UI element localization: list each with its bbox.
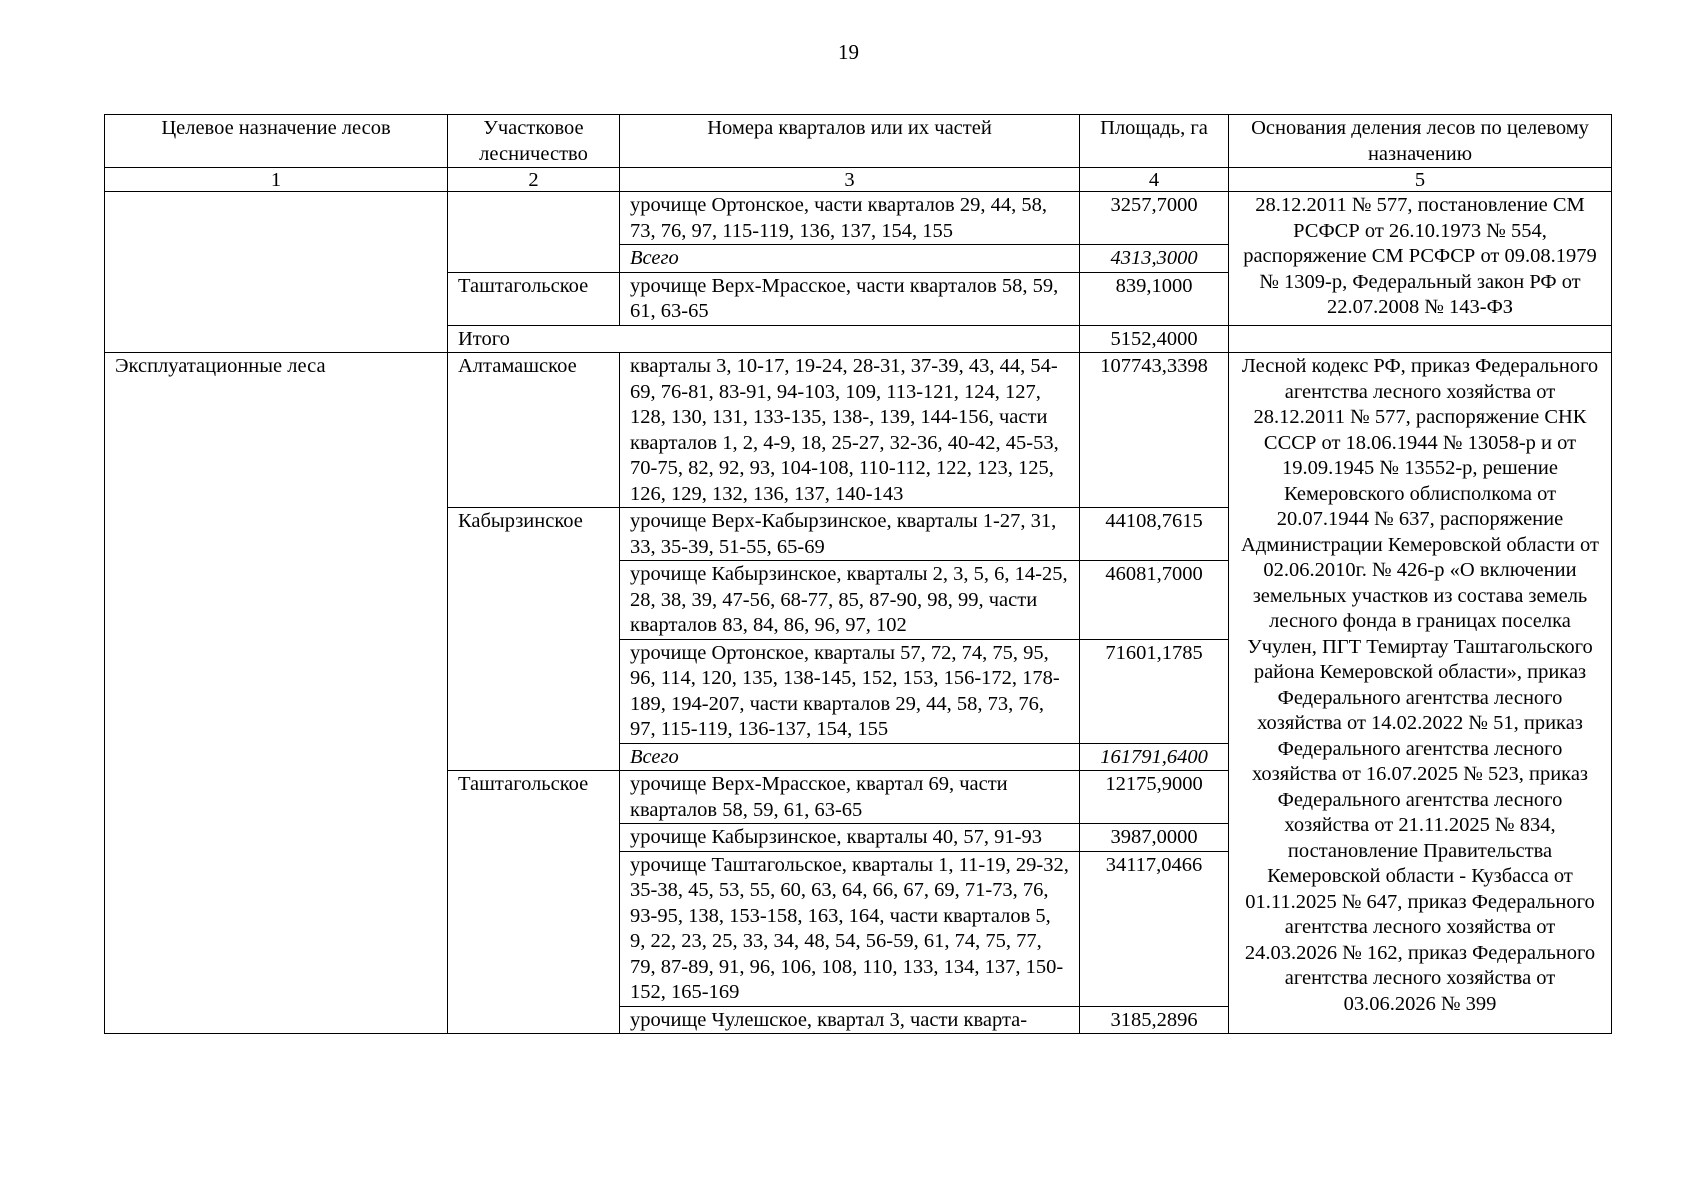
quarters-cell: урочище Верх-Мрасское, квартал 69, части кварталов 58, 59, 61, 63-65 — [620, 771, 1080, 824]
forest-purpose-table — [104, 114, 1612, 1034]
area-cell: 71601,1785 — [1080, 639, 1229, 743]
total-area: 5152,4000 — [1080, 325, 1229, 353]
subtotal-area: 4313,3000 — [1080, 245, 1229, 273]
quarters-cell: урочище Ортонское, части кварталов 29, 44, 58, 73, 76, 97, 115-119, 136, 137, 154, 155 — [620, 192, 1080, 245]
quarters-cell: урочище Чулешское, квартал 3, части кварта- — [620, 1006, 1080, 1034]
quarters-cell: кварталы 3, 10-17, 19-24, 28-31, 37-39, 43, 44, 54-69, 76-81, 83-91, 94-103, 109, 113-121, 124, 127, 128, 130, 131, 133-135, 138-, 139, 144-156, части кварталов 1, 2, 4-9, 18, 25-27, 32-36, 40-42, 45-53, 70-75, 82, 92, 93, 104-108, 110-112, 122, 123, 125, 126, 129, 132, 136, 137, 140-143 — [620, 353, 1080, 508]
forestry-name: Таштагольское — [448, 771, 620, 1034]
page-number: 19 — [838, 40, 859, 64]
area-cell: 3185,2896 — [1080, 1006, 1229, 1034]
area-cell: 3987,0000 — [1080, 824, 1229, 852]
area-cell: 34117,0466 — [1080, 851, 1229, 1006]
column-number: 4 — [1080, 168, 1229, 192]
column-number: 2 — [448, 168, 620, 192]
quarters-cell: урочище Верх-Кабырзинское, кварталы 1-27, 31, 33, 35-39, 51-55, 65-69 — [620, 508, 1080, 561]
column-number: 5 — [1229, 168, 1612, 192]
area-cell: 107743,3398 — [1080, 353, 1229, 508]
header-quarters: Номера кварталов или их частей — [620, 115, 1080, 168]
column-number-row — [105, 168, 1612, 192]
basis-cell: Лесной кодекс РФ, приказ Федерального агентства лесного хозяйства от 28.12.2011 № 577, распоряжение СНК СССР от 18.06.1944 № 13058-р и от 19.09.1945 № 13552-р, решение Кемеровского облисполкома от 20.07.1944 № 637, распоряжение Администрации Кемеровской области от 02.06.2010г. № 426-р «О включении земельных участков из состава земель лесного фонда в границах поселка Учулен, ПГТ Темиртау Таштагольского района Кемеровской области», приказ Федерального агентства лесного хозяйства от 14.02.2022 № 51, приказ Федерального агентства лесного хозяйства от 16.07.2025 № 523, приказ Федерального агентства лесного хозяйства от 21.11.2025 № 834, постановление Правительства Кемеровской области - Кузбасса от 01.11.2025 № 647, приказ Федерального агентства лесного хозяйства от 24.03.2026 № 162, приказ Федерального агентства лесного хозяйства от 03.06.2026 № 399 — [1229, 353, 1612, 1034]
quarters-cell: урочище Ортонское, кварталы 57, 72, 74, 75, 95, 96, 114, 120, 135, 138-145, 152, 153, 156-172, 178-189, 194-207, части кварталов 29, 44, 58, 73, 76, 97, 115-119, 136-137, 154, 155 — [620, 639, 1080, 743]
header-basis: Основания деления лесов по целевому назначению — [1229, 115, 1612, 168]
forestry-name: Кабырзинское — [448, 508, 620, 771]
subtotal-label: Всего — [620, 245, 1080, 273]
purpose-cell: Эксплуатационные леса — [105, 353, 448, 1034]
column-number: 3 — [620, 168, 1080, 192]
quarters-cell: урочище Таштагольское, кварталы 1, 11-19, 29-32, 35-38, 45, 53, 55, 60, 63, 64, 66, 67, 69, 71-73, 76, 93-95, 138, 153-158, 163, 164, части кварталов 5, 9, 22, 23, 25, 33, 34, 48, 54, 56-59, 61, 74, 75, 77, 79, 87-89, 91, 96, 106, 108, 110, 133, 134, 137, 150-152, 165-169 — [620, 851, 1080, 1006]
area-cell: 44108,7615 — [1080, 508, 1229, 561]
area-cell: 3257,7000 — [1080, 192, 1229, 245]
table-row — [105, 353, 1612, 508]
purpose-cell-empty — [105, 192, 448, 353]
forestry-name: Алтамашское — [448, 353, 620, 508]
subtotal-label: Всего — [620, 743, 1080, 771]
area-cell: 839,1000 — [1080, 272, 1229, 325]
header-row — [105, 115, 1612, 168]
header-forestry: Участковое лесничество — [448, 115, 620, 168]
header-purpose: Целевое назначение лесов — [105, 115, 448, 168]
subtotal-area: 161791,6400 — [1080, 743, 1229, 771]
quarters-cell: урочище Кабырзинское, кварталы 40, 57, 91-93 — [620, 824, 1080, 852]
area-cell: 12175,9000 — [1080, 771, 1229, 824]
forestry-name: Таштагольское — [448, 272, 620, 325]
basis-cell: 28.12.2011 № 577, постановление СМ РСФСР от 26.10.1973 № 554, распоряжение СМ РСФСР от 09.08.1979 № 1309-р, Федеральный закон РФ от 22.07.2008 № 143-ФЗ — [1229, 192, 1612, 326]
total-label: Итого — [448, 325, 1080, 353]
header-area: Площадь, га — [1080, 115, 1229, 168]
table-row — [105, 192, 1612, 245]
basis-cell-empty — [1229, 325, 1612, 353]
quarters-cell: урочище Верх-Мрасское, части кварталов 58, 59, 61, 63-65 — [620, 272, 1080, 325]
column-number: 1 — [105, 168, 448, 192]
quarters-cell: урочище Кабырзинское, кварталы 2, 3, 5, 6, 14-25, 28, 38, 39, 47-56, 68-77, 85, 87-90, 98, 99, части кварталов 83, 84, 86, 96, 97, 102 — [620, 561, 1080, 640]
area-cell: 46081,7000 — [1080, 561, 1229, 640]
forestry-cell-empty — [448, 192, 620, 273]
